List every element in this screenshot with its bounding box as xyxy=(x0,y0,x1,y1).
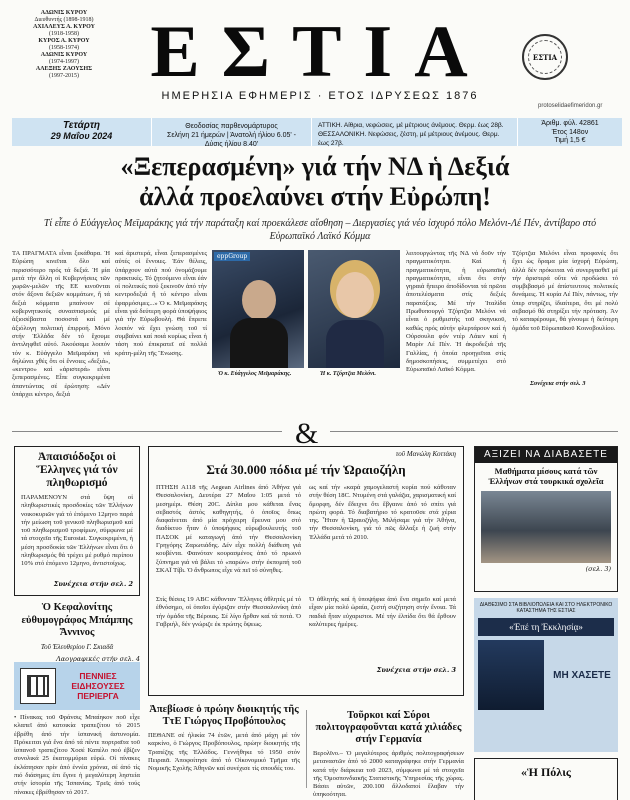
pennies-badge xyxy=(14,662,140,710)
inflation-continued[interactable]: Συνέχεια στήν σελ. 2 xyxy=(53,580,133,588)
lead-continued[interactable]: Συνέχεια στήν σελ. 3 xyxy=(530,380,586,387)
center-col-1: ΠΤΗΣΗ Α118 τῆς Aegean Airlines ἀπό Ἀθήνα γιά Θεσσαλονίκη, Δευτέρα 27 Μαΐου 1:05 μετά τό μεσημέρι. Θέση 20C. Δίπλα μου κάθεται ἕνας σεβαστός ἀστός καθηγητής, ὁ ὁποῖος ὅπως διαφαίνεται ἀπό μία πρόχειρη ἔρευνα μου στό διαδίκτυο ἦταν ὁ ὑποψήφιος εὐρωβουλευτής τοῦ ΠΑΣΟΚ μέ καταγωγή ἀπό τήν Θεσσαλονίκη Γρηγόρης Ζαρωτιάδης. Δέν εἶχε πολλή διάθεση γιά κουβέντα. Φαινόταν κουρασμένος ἀπό τό πρωινό ξύπνημα γιά νά βάλει τό «παρών» στήν ἐκπομπή τοῦ ΣΚΑΪ Τίβι. Ὁ ἄνθρωπος εἶχε νά πεῖ τό σύνηθες. xyxy=(156,484,301,574)
portrait-suit xyxy=(230,318,288,368)
founder-line: (1918-1958) xyxy=(49,31,79,37)
day-label: Τετάρτη xyxy=(62,120,101,131)
provopoulos-body: ΠΕΘΑΝΕ σέ ἡλικία 74 ἐτῶν, μετά ἀπό μάχη μέ τόν καρκίνο, ὁ Γιώργος Προβόπουλος, πρώην διοικητής τῆς Τραπέζης τῆς Ἑλλάδος. Γεννήθηκε τό 1950 στόν Πειραιᾶ. Ἀποφοίτησε ἀπό τό Οἰκονομικό Τμῆμα τῆς Νομικῆς Σχολῆς Ἀθηνῶν καί συνέχισε τίς σπουδές του. xyxy=(148,732,300,773)
sun-times-label: Σελήνη 21 ήμερών | Άνατολή ήλίου 6.05' - Δύσις ήλίου 8.40' xyxy=(167,132,296,148)
center-story xyxy=(148,446,464,696)
main-headline xyxy=(12,152,618,212)
lead-column-4: Τζόρτζια Μελόνι εἶναι προφανές ὅτι ἔχει ὡς ὅραμα μία ἰσχυρή Εὐρώπη, ἀλλά δέν πρόκειται νά συνεργασθεῖ μέ τήν ἀριστερά οὔτε νά προδώσει τό συμβιβασμό μέ ἀπίστευτους πολιτικές δυνάμεις. Ἡ κυρία Λέ Πέν, πάντως, τήν ὑπερ στηρίζει, ἰδιαίτερα, ὅτι μέ πολύ σεβασμό θά στηρίξει τήν πρόταση. Ἀν τό καταφέρουμε, θά γίνουμε ἡ δεύτερη ὁμάδα τοῦ Εὐρωπαϊκοῦ Κοινοβουλίου. xyxy=(512,250,618,332)
founder-line: ΑΛΕΞΗΣ ΖΑΟΥΣΗΣ xyxy=(35,66,93,72)
nameday-label: Θεοδοσίας παρθενομάρτυρος xyxy=(185,123,278,130)
pennies-notes: • Πίνακας τοῦ Φράνσις Μπαίηκον ποῦ εἶχε κλαπεῖ ἀπό κατοικία τραπεζίτου τό 2015 ἐβρέθη ἀπό τήν ἰσπανική ἀστυνομία. Πρόκειται γιά ἕνα ἀπό τά πέντε πορτραῖτα τοῦ ἰσπανοῦ τραπεζίτου Χοσέ Καπέλο πού ἐβίζεν συνολικά 25 ἑκατομμύρια εὐρώ. Οἱ πίνακες ἐκλάπησαν πρίν ἀπό ἐννέα χρόνια, σέ ἀπό τίς πιό διάσημες ἐπι ἔγινε ἡ μεγαλύτερη ληστεία στήν ἱστορία τῆς Ἰσπανίας. Τρεῖς ἀπό τούς πίνακες ἐβρέθησαν τό 2017. xyxy=(14,714,140,796)
center-author: τοῦ Μανώλη Κοττάκη xyxy=(395,450,456,458)
portrait-jacket xyxy=(326,320,384,368)
info-bar xyxy=(12,118,622,146)
founder-line: (1974-1997) xyxy=(49,59,79,65)
founder-line: ΚΥΡΟΣ Α. ΚΥΡΟΥ xyxy=(38,38,90,44)
founders-list xyxy=(14,10,114,80)
divider-right xyxy=(330,431,618,432)
divider-left xyxy=(12,431,282,432)
founder-line: ΑΔΩΝΙΣ ΚΥΡΟΥ xyxy=(40,10,88,16)
founder-line: Διευθυντής (1898-1918) xyxy=(34,17,94,23)
date-block xyxy=(12,118,152,146)
center-continued[interactable]: Συνέχεια στήν σελ. 3 xyxy=(376,666,456,674)
book-cover xyxy=(478,640,544,710)
recommended-ref: (σελ. 3) xyxy=(585,565,611,573)
pennies-label: ΠΕΝΝΙΕΣ ΕΙΔΗΣΟΥΣΕΣ ΠΕΡΙΕΡΓΑ xyxy=(71,671,125,701)
headline-line-1: «Ξεπερασμένη» γιά τήν ΝΔ ἡ Δεξιά xyxy=(120,152,510,181)
inflation-title: Ἀπαισιόδοξοι οἱ Ἕλληνες γιά τόν πληθωρισμό xyxy=(36,451,118,489)
weather-attica: ΑΤΤΙΚΗ. Αίθρια, νεφώσεις, μέ μέτριους άνέμους. Θερμ. έως 28β. xyxy=(318,122,504,129)
main-subheadline: Τί εἶπε ὁ Εὐάγγελος Μεϊμαράκης γιά τήν παράταξη καί προεκάλεσε αἴσθηση – Διεργασίες γιά νέο ἰσχυρό πόλο Μελόνι-Λέ Πέν, ἀντίβαρο στό Εὐρωπαϊκό Λαϊκό Κόμμα xyxy=(43,218,597,242)
annino-byline: Τοῦ Ἐλευθερίου Γ. Σκιαδᾶ xyxy=(40,642,114,651)
date-label: 29 Μαΐου 2024 xyxy=(50,131,113,141)
source-watermark: protoselidaefimeridon.gr xyxy=(538,103,603,109)
germany-body: Βερολῖνο.– Ὁ μεγαλύτερος ἀριθμός πολιτογραφήσεων μεταναστῶν ἀπό τό 2000 καταγράφηκε στήν Γερμανία κατά τήν διάρκεια τοῦ 2023, σύμφωνα μέ τά στοιχεῖα τῆς Ὁμοσπονδιακῆς Στατιστικῆς Ὑπηρεσίας τῆς χώρας. Βάσει αὐτῶν, 200.100 ἄλλοδαποί ἔλαβαν τήν ὑπηκοότητα. xyxy=(313,750,464,799)
lead-column-2: καί ἀριστερά, εἶναι ξεπερασμένες αὐτές οἱ ἔννοιες. Ἐάν θέλεις, ὑπάρχουν αὐτά πού ὀνομάζουμε πρακτικές. Τό ζητούμενο εἶναι ἐάν οἱ πολιτικές πού ξεκινοῦν ἀπό τήν κεντροδεξιά ἤ τό κέντρο εἶναι ἐφαρμόσιμες...» Ὁ κ. Μεϊμαράκης εἶναι γιά δεύτερη φορά ὑποψήφιος γιά τήν Εὐρωβουλή. Θά ἔπρεπε λοιπόν νά ἔχει γνώση τοῦ τί συμβαίνει καί ποιά κυρίως εἶναι ἡ τάση πού ἐπικρατεῖ σέ πολλά κράτη-μέλη τῆς Ἕνωσης. xyxy=(115,250,207,357)
portrait-face xyxy=(336,272,374,318)
photo-meloni xyxy=(308,250,400,368)
masthead-tagline: ΗΜΕΡΗΣΙΑ ΕΦΗΜΕΡΙΣ · ΕΤΟΣ ΙΔΡΥΣΕΩΣ 1876 xyxy=(161,90,479,102)
book-ad xyxy=(474,598,618,752)
annino-title: Ὁ Κεφαλονίτης εὐθυμογράφος Μπάμπης Ἄννινος xyxy=(21,602,133,638)
lead-column-3: λειτουργώντας τῆς ΝΔ νά δοῦν τήν πραγματικότητα. Καί ἡ πραγματικότητα, ἡ εὐρωπαϊκή πραγματικότητα, εἶναι ὅτι στήν γηραιά ἤπειρο ἀποδίδονται τά πρῶτα ἀποτελέσματα στίς δεξιές παρατάξεις. Μέ τήν Ἰταλίδα Πρωθυπουργό Τζόρτζια Μελόνι νά εἶναι ὁ ρυθμιστής τοῦ σκηνικοῦ, καθώς πρός αὐτήν φλερτάρουν καί ἡ Οὐρσουλα φόν ντέρ Λάιεν καί ἡ Μαρίν Λέ Πέν. Ἡ ἀκροδεξιά τῆς Γαλλίας, ἡ ὁποία προηγεῖται στίς δημοσκοπήσεις, συμμετέχει στό Εὐρωπαϊκό Λαϊκό Κόμμα. xyxy=(406,250,506,374)
germany-title: Τοῦρκοι καί Σύροι πολιτογραφοῦνται κατά χιλιάδες στήν Γερμανία xyxy=(315,710,462,745)
annino-article xyxy=(14,602,140,663)
inflation-body: ΠΑΡΑΜΕΝΟΥΝ στά ὕψη οἱ πληθωριστικές προσδοκίες τῶν Ἑλλήνων νοικοκυριῶν γιά τό ἑπόμενο 12μηνο παρά τήν μείωση τοῦ γενικοῦ πληθωρισμοῦ καί τοῦ πληθωρισμοῦ τροφίμων, σύμφωνα μέ τά στοιχεῖα τῆς Eurostat. Συγκεκριμένα, ἡ μέση προσδοκία τῶν Ἑλλήνων εἶναι ὅτι ὁ πληθωρισμός θά τρέχει μέ ρυθμό περίπου 10% στό ἑπόμενο 12μηνο, ἀντιστοίχως. xyxy=(21,494,133,568)
center-col-2: ως καί τήν «καρά χαμογελαστή κυρία πού κάθοταν στήν θέση 18C. Ντυμένη στά γαλάζια, χαρισματική καί ὄμορφη, δέν ἔδειχνε ὅτι ἔβγαινε ἀπό τό σπίτι γιά πρώτη φορά. Τό διαβατήριο τό κρατοῦσε στά χέρια της. Ἦταν ἡ Ὡραιοζήλη. Μιλήσαμε γιά τήν Ἀθήνα, τήν Θεσσαλονίκη, γιά τό πῶς ἄλλαξε ἡ ζωή στήν Ἑλλάδα μετά τό 2010. xyxy=(309,484,456,541)
center-col-1b: Στίς θέσεις 19 ABC κάθονταν Ἕλληνες ἀθλητές μέ τό ἐθνόσημο, οἱ ὁποῖοι ἐγύριζαν στήν Θεσσαλονίκη ἀπό τήν ὁμάδα τῆς Βέροιας. Σέ λίγο ἦρθαν καί τά ποτά. Ὁ Γαβριήλ, δέν γνώριζε ἐκ πρώτης ὄψεως. xyxy=(156,596,301,628)
book-ad-title: «Ἐπέ τη Ἐκκλησίᾳ» xyxy=(478,618,614,636)
polis-title[interactable]: «Ἡ Πόλις xyxy=(521,765,571,779)
issue-year: Έτος 148ον xyxy=(551,128,589,136)
founder-line: (1997-2015) xyxy=(49,73,79,79)
portrait-face xyxy=(242,280,276,320)
masthead-title: ΕΣΤΙΑ xyxy=(150,11,490,93)
lead-column-1: ΤΑ ΠΡΑΓΜΑΤΑ εἶναι ξεκάθαρα. Ἡ Εὐρώπη κινεῖται ὅλο καί περισσότερο πρός τά δεξιά. Ἡ μία μετά τήν ἄλλη οἱ Κυβερνήσεις τῶν χωρῶν-μελῶν τῆς ΕΕ κινοῦνται στόν ἄξονα δεξιῶν κομμάτων, ἤ τά δεξιά κόμματα μπαίνουν σέ κυβερνητικούς συνασπισμούς μέ ἀξιοσέβαστα ποσοστά καί μέ ἀξιόλογη πολιτική ἐπιρροή. Μόνο στήν Ἑλλάδα δέν τό ἔχουμε ἀντιληφθεῖ αὐτό. Ἀκούσαμε λοιπόν τόν κ. Εὐάγγελο Μεϊμαράκη νά δηλώνει χθές ὅτι οἱ ἔννοιες «δεξιά», «κεντρο» καί «ἀριστερά» εἶναι ξεπερασμένες. Εἶπε συγκεκριμένα ἀπαντώντας σέ ἐρώτηση: «Δέν ὑπάρχει κέντρο, δεξιά xyxy=(12,250,110,399)
headline-line-2: ἀλλά προελαύνει στήν Εὐρώπη! xyxy=(139,182,491,211)
founder-line: ΑΧΙΛΛΕΥΣ Α. ΚΥΡΟΥ xyxy=(33,24,95,30)
photo-caption-2: Ἡ κ. Τζόρτζια Μελόνι. xyxy=(320,371,376,377)
recommended-title[interactable]: Μαθήματα μίσους κατά τῶν Ἑλλήνων στά τουρκικά σχολεῖα xyxy=(488,466,604,486)
provopoulos-title: Ἀπεβίωσε ὁ πρώην διοικητής τῆς ΤτΕ Γιώργος Προβόπουλος xyxy=(149,704,299,727)
photo-caption-1: Ὁ κ. Εὐάγγελος Μεϊμαράκης. xyxy=(218,371,292,377)
founder-line: ΑΔΩΝΙΣ ΚΥΡΟΥ xyxy=(40,52,88,58)
polis-teaser xyxy=(474,758,618,800)
book-ad-cta[interactable]: ΜΗ ΧΑΣΕΤΕ xyxy=(553,669,611,681)
founder-line: (1958-1974) xyxy=(49,45,79,51)
seal-text: ΕΣΤΙΑ xyxy=(532,52,558,62)
recommended-bar: ΑΞΙΖΕΙ ΝΑ ΔΙΑΒΑΣΕΤΕ xyxy=(475,447,617,463)
issue-price: Τιμή 1,5 € xyxy=(554,137,586,144)
inflation-box xyxy=(14,446,140,596)
issue-number: Άριθμ. φύλ. 42861 xyxy=(541,120,599,127)
center-title: Στά 30.000 πόδια μέ τήν Ὡραιοζήλη xyxy=(206,462,406,477)
recommended-box xyxy=(474,446,618,592)
ampersand-divider: & xyxy=(295,417,319,450)
weather-block xyxy=(312,118,518,146)
grid-icon xyxy=(20,668,56,704)
issue-block xyxy=(518,118,622,146)
provopoulos-article xyxy=(148,704,300,776)
annino-continued[interactable]: Λαογραφικές στήν σελ. 4 xyxy=(56,654,140,663)
photo-meimarakis xyxy=(212,250,304,368)
weather-thessaloniki: ΘΕΣΣΑΛΟΝΙΚΗ. Νεφώσεις, ζέστη, μέ μέτριους άνέμους. Θερμ. έως 27β. xyxy=(318,131,500,147)
seal-logo xyxy=(522,34,568,80)
book-ad-top: ΔΙΑΘΕΣΙΜΟ ΣΤΑ ΒΙΒΛΙΟΠΩΛΕΙΑ ΚΑΙ ΣΤΟ ΗΛΕΚΤΡΟΝΙΚΟ ΚΑΤΑΣΤΗΜΑ ΤΗΣ ΕΣΤΙΑΣ xyxy=(479,602,613,614)
sun-block xyxy=(152,118,312,146)
germany-article xyxy=(306,710,464,799)
center-col-2b: Ὁ ἀθλητής καί ἡ ὑποψήφια ἀπό ἕνα σημεῖο καί μετά εἶχαν μία πολύ ὡραία, ζεστή συζήτηση στήν ἔνοια. Τά παιδιά ἦταν εὐχαριστοι. Μέ τήν ἐλπίδα ὅτι θά ἔρθουν καλύτερες ἡμέρες. xyxy=(309,596,456,628)
epp-logo: eppGroup xyxy=(214,252,250,261)
classroom-photo xyxy=(481,491,611,563)
